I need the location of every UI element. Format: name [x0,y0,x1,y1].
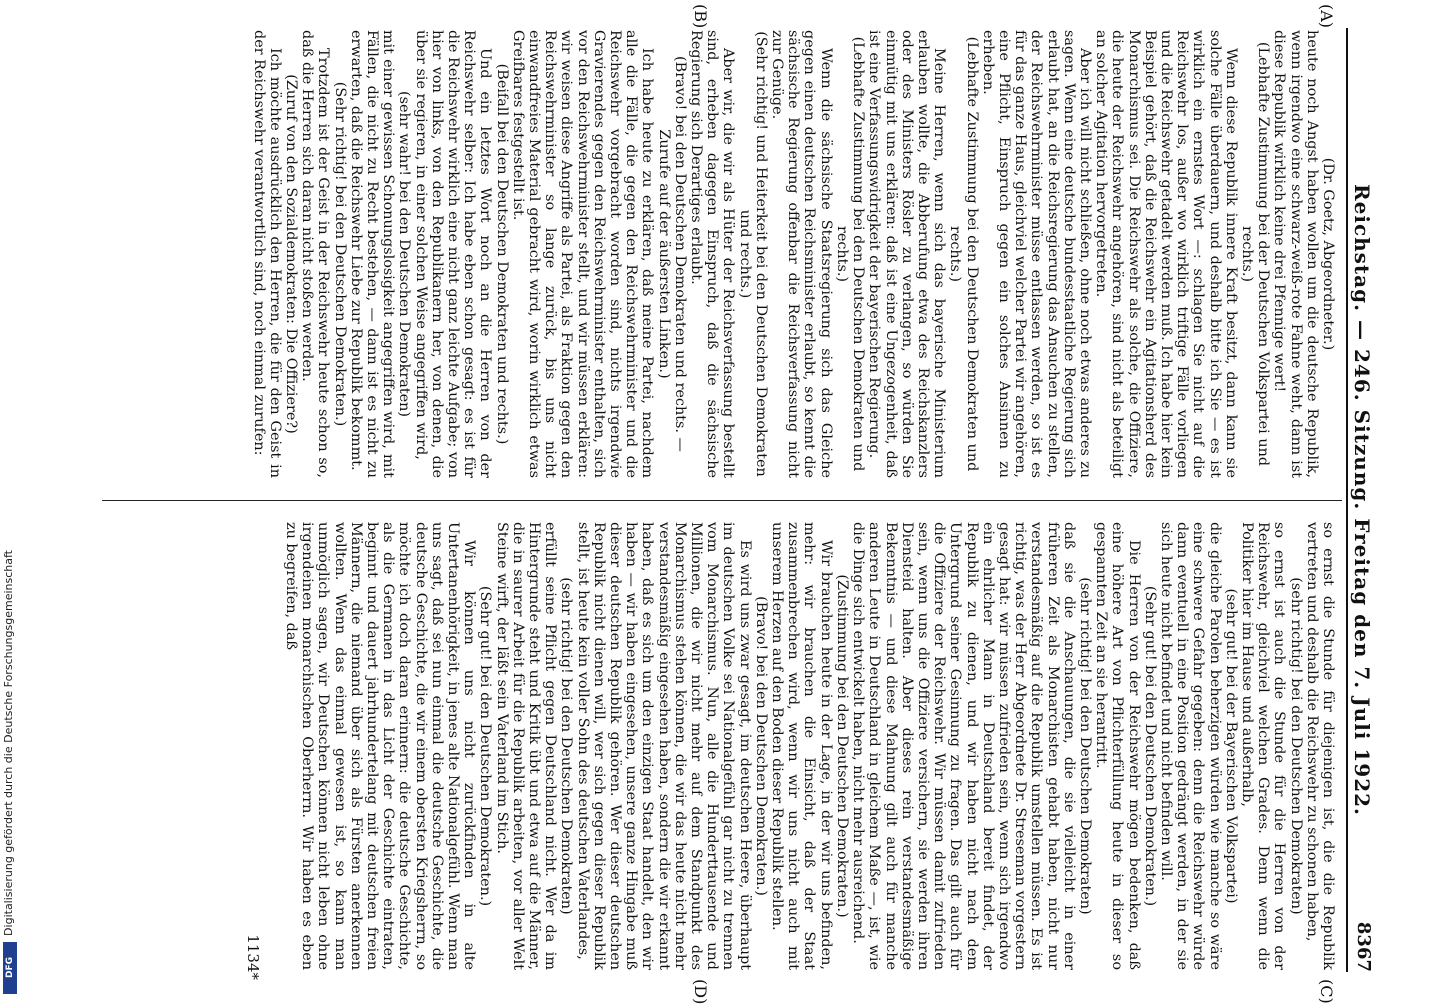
margin-marker-d: (D) [691,979,710,1004]
paragraph: Die Herren von der Reichswehr mögen bedenken, daß eine höhere Art von Pflichterfüllung heute in dieser so gespannten Zeit an sie herantritt. [1093,522,1142,970]
interjection: (Zuruf von den Sozialdemokraten: Die Offiziere?) [283,74,299,434]
digitization-sidebar [0,0,20,1000]
dfg-logo-text: DFG [5,957,15,979]
interjection: (Zustimmung bei den Deutschen Demokraten.) [833,574,850,918]
interjection: (Lebhafte Zustimmung bei den Deutschen Demokraten und rechts.) [833,36,867,472]
interjection: (Sehr richtig! bei den Deutschen Demokraten.) [331,81,348,427]
paragraph: Aber wir, die wir als Hüter der Reichsverfassung bestellt sind, erheben dagegen Einspruch, daß die sächsische Regierung sich Derartiges erlaubt. [688,30,737,478]
paragraph: die gleiche Parolen beherzigen würden wie manche so wäre eine schwere Gefahr gegeben: denn die Reichswehr würde dann eventuell in eine Position gedrängt werden, in der sie sich heute nicht befindet und nicht befinden will. [1157,522,1223,970]
interjection: (Sehr gut! bei den Deutschen Demokraten.) [477,585,494,907]
paragraph: heute noch Angst haben wollen um die deutsche Republik, wenn irgendwo eine schwarz-weiß-rote Fahne weht, dann ist diese Republik wirklich keine drei Pfennige wert! [1271,30,1320,478]
paragraph: mit einer gewissen Schonungslosigkeit angegriffen wird, mit Fällen, die nicht zu Recht bestehen, — dann ist es nicht zu erwarten, daß die Reichswehr Liebe zur Republik bekommt. [347,30,397,478]
interjection: (sehr wahr! bei den Deutschen Demokraten) [396,90,413,418]
paragraph: Wenn diese Republik innere Kraft besitzt, dann kann sie solche Fälle überdauern, und deshalb bitte ich Sie — es ist wirklich ein ernstes Wort —: schlagen Sie nicht auf die Reichswehr los, außer wo wirklich triftige Fälle vorliegen und die Reichswehr getadelt werden muß. Ich habe hier kein Beispiel gehört, daß die Reichswehr ein Agitationsherd des Monarchismus sei. Die Reichswehr als solche, die Offiziere, die heute der Reichswehr angehören, sind nicht als beteiligt an solcher Agitation hervorgetreten. [1093,30,1239,478]
paragraph: (Dr. Goetz, Abgeordneter.) [1320,157,1336,351]
footer-number: 1134* [244,934,262,980]
paragraph: Ich möchte ausdrücklich den Herren, die für den Geist in der Reichswehr verantwortlich sind, noch einmal zurufen: [250,30,283,478]
interjection: (Bravo! bei den Deutschen Demokraten und rechts. — Zurufe auf der äußersten Linken.) [655,56,688,452]
interjection: (Bravo! bei den Deutschen Demokraten.) [752,596,769,896]
margin-marker-c: (C) [1317,979,1336,1004]
interjection: (Sehr gut! bei den Deutschen Demokraten.) [1141,585,1158,907]
interjection: (Beifall bei den Deutschen Demokraten und rechts.) [493,63,510,445]
digitization-credit: Digitalisierung gefördert durch die Deutsche Forschungsgemeinschaft [2,550,15,936]
paragraph: Wir können uns nicht zurückfinden in alte Untertanenhörigkeit, in jenes alte Nationalgefühl. Wenn man uns sagt, daß sei nun einmal die deutsche Geschichte, die deutsche Geschichte, die wir einem obersten Kriegsherrn, so möchte ich doch daran erinnern: die deutsche Geschichte, als die Germanen in das Licht der Geschichte eintraten, beginnt und dauert jahrhundertelang mit deutschen freien Männern, die niemand über sich als Fürsten anerkennen wollten. Wenn das einmal gewesen ist, so kann man unmöglich sagen, wir Deutschen können nicht leben ohne irgendeinen monarchischen Oberherrn. Wir haben es eben zu begreifen, daß [283,522,478,970]
interjection: (sehr richtig! bei den Deutschen Demokraten) [1287,577,1304,915]
margin-marker-b: (B) [691,4,710,29]
page-header [1346,28,1378,972]
paragraph: daß sie die Anschauungen, die sie vielleicht in einer früheren Zeit als Monarchisten gehabt haben, nicht nur verstandesmäßig auf die Republik umstellen müssen. Es ist richtig, was der Herr Abgeordnete Dr. Streseman vorgestern gesagt hat: wir müssen zufrieden sein, wenn sich irgendwo ein ehrlicher Mann in Deutschland bereit findet, der Republik zu dienen, und wir haben nicht nach dem Untergrund seiner Gesinnung zu fragen. Das gilt auch für die Offiziere der Reichswehr. Wir müssen damit zufrieden sein, wenn uns die Offiziere versichern, sie werden ihren Diensteid halten. Aber dieses rein verstandesmäßige Bekenntnis — und diese Mahnung gilt auch für manche anderen Leute in Deutschland in gleichem Maße —, ist, wie die Dinge sich entwickelt haben, nicht mehr ausreichend. [850,522,1077,970]
left-column [96,30,1336,478]
interjection: (sehr gut! bei der Bayerischen Volkspartei) [1222,588,1239,904]
paragraph: Wir brauchen heute in der Lage, in der wir uns befinden, mehr: wir brauchen die Einsicht, daß der Staat zusammenbrechen wird, wenn wir uns nicht auch mit unserem Herzen auf den Boden dieser Republik stellen. [769,522,834,970]
paragraph: Und ein letztes Wort noch an die Herren von der Reichswehr selber: Ich habe eben schon gesagt: es ist für die Reichswehr wirklich eine nicht ganz leichte Aufgabe; von hier von links, von den Republikanern her, von denen, die über sie regieren, in einer solchen Weise angegriffen wird, [412,30,494,478]
paragraph: so ernst ist auch die Stunde für die Herren von der Reichswehr, gleichviel welchen Grades. Denn wenn die Politiker hier im Hause und außerhalb, [1238,522,1288,970]
interjection: (Lebhafte Zustimmung bei der Deutschen Volkspartei und rechts.) [1238,41,1272,467]
interjection: (sehr richtig! bei den Deutschen Demokraten) [558,577,575,915]
right-column [96,522,1336,970]
paragraph: Aber ich will nicht schließen, ohne noch etwas anderes zu sagen. Wenn eine deutsche bundesstaatliche Regierung sich erlaubt hat, an die Reichsregierung das Ansuchen zu stellen, der Reichswehrminister müsse entlassen werden, so ist es für das ganze Haus, gleichviel welcher Partei wir angehören, eine Pflicht, Einspruch gegen ein solches Ansinnen zu erheben. [979,30,1093,478]
page-number: 8367 [1353,921,1374,972]
paragraph: Wenn die sächsische Staatsregierung sich das Gleiche gegen einen deutschen Reichsminister erlaubt, so kennt die sächsische Regierung offenbar die Reichsverfassung nicht zur Genüge. [769,30,834,478]
paragraph: erfüllt seine Pflicht gegen Deutschland nicht. Wer da im Hintergrunde steht und Kritik übt und etwa auf die Männer, die in saurer Arbeit für die Republik arbeiten, vor aller Welt Steine wirft, der läßt sein Vaterland im Stich. [493,522,559,970]
paragraph: Ich habe heute zu erklären, daß meine Partei, nachdem alle die Fälle, die gegen den Reichswehrminister und die Reichswehr vorgebracht worden sind, nichts irgendwie Gravierendes gegen den Reichswehrminister enthalten, sich vor den Reichswehrminister stellt, und wir müssen erklären: wir weisen diese Angriffe als Partei, als Fraktion gegen den Reichswehrminister so lange zurück, bis uns nicht einwandfreies Material gebracht wird, worin wirklich etwas Greifbares festgestellt ist. [509,30,656,478]
newspaper-page [86,0,1386,1004]
margin-marker-a: (A) [1317,4,1336,29]
paragraph: so ernst die Stunde für diejenigen ist, die die Republik vertreten und deshalb die Reichswehr zu schonen haben, [1303,522,1336,970]
interjection: (sehr richtig! bei den Deutschen Demokraten) [1076,577,1093,915]
dfg-logo [3,942,17,994]
paragraph: Es wird uns zwar gesagt, im deutschen Heere, überhaupt im deutschen Volke sei Nationalgefühl gar nicht zu trennen vom Monarchismus. Nun, alle die Hunderttausende und Millionen, die wir nicht mehr auf dem Standpunkt des Monarchismus stehen können, die wir das heute nicht mehr verstandesmäßig eingesehen haben, sondern die wir erkannt haben, daß es sich um den einzigen Staat handelt, den wir haben — wir haben eingesehen, unsere ganze Hingabe muß dieser deutschen Republik gehören. Wer dieser deutschen Republik nicht dienen will, wer sich gegen dieser Republik stellt, ist heute kein voller Sohn des deutschen Vaterlandes, [574,522,753,970]
column-divider [102,500,1342,501]
paragraph: Trotzdem ist der Geist in der Reichswehr heute schon so, daß die Herren sich daran nicht stoßen werden. [299,30,332,478]
interjection: (Sehr richtig! und Heiterkeit bei den Deutschen Demokraten und rechts.) [736,31,769,477]
paragraph: Meine Herren, wenn sich das bayerische Ministerium erlauben wollte, die Abberufung etwa des Reichskanzlers oder des Ministers Rösler zu verlangen, so würden Sie einmütig mit uns erklären: daß ist eine Ungezogenheit, daß ist eine Verfassungswidrigkeit der bayerischen Regierung. [866,30,948,478]
page-title: Reichstag. — 246. Sitzung. Freitag den 7. Juli 1922. [1350,184,1374,816]
interjection: (Lebhafte Zustimmung bei den Deutschen Demokraten und rechts.) [947,36,980,472]
